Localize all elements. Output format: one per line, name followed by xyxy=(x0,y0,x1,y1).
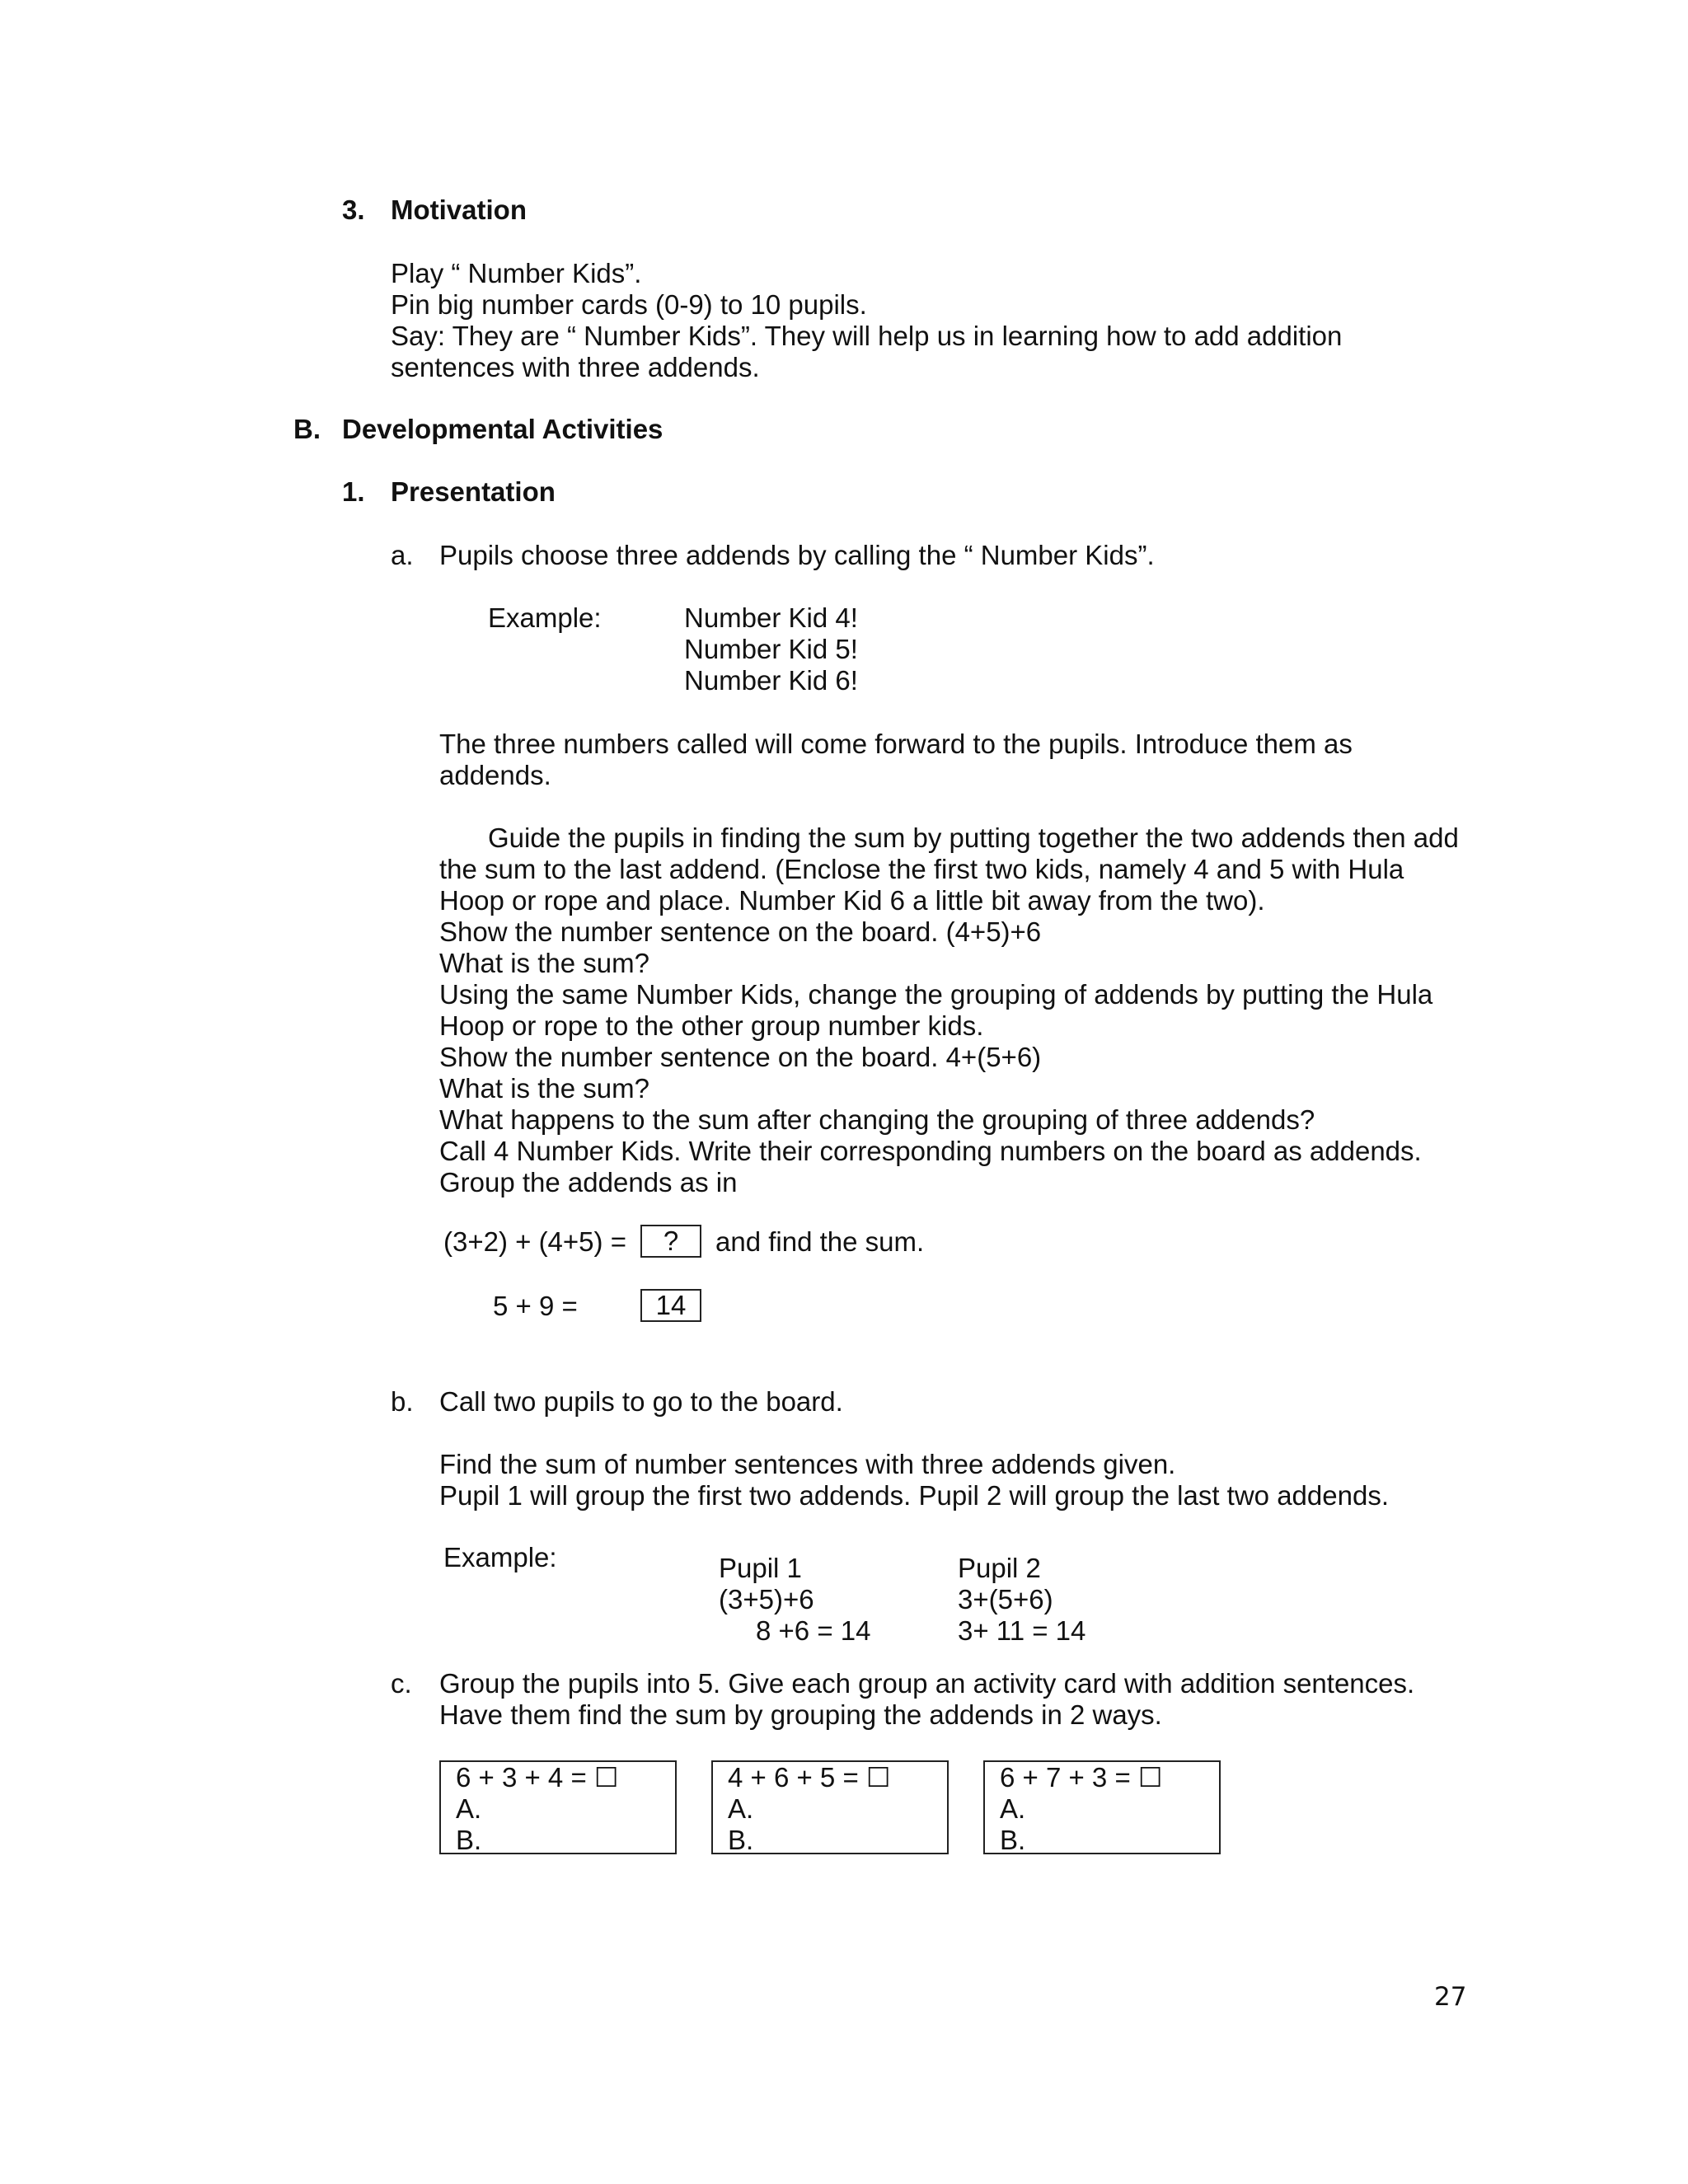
item-a-paragraph-2 xyxy=(439,823,1459,1198)
motivation-number: 3. xyxy=(342,194,365,225)
equation-1-answer-box: ? xyxy=(640,1225,701,1258)
pupil-1-line: (3+5)+6 xyxy=(719,1584,814,1615)
activity-card-equation: 6 + 3 + 4 = ☐ xyxy=(456,1762,619,1793)
motivation-heading: Motivation xyxy=(391,194,527,225)
paragraph-line: Hoop or rope and place. Number Kid 6 a little bit away from the two). xyxy=(439,885,1265,916)
activity-card-a: A. xyxy=(728,1793,754,1824)
item-a-example-label: Example: xyxy=(488,602,602,633)
equation-1-left: (3+2) + (4+5) = xyxy=(443,1226,626,1257)
activity-card xyxy=(983,1760,1221,1854)
motivation-line: Play “ Number Kids”. xyxy=(391,258,642,288)
pupil-1-line: Pupil 1 xyxy=(719,1553,802,1583)
item-b-paragraph xyxy=(439,1449,1389,1511)
paragraph-line: Group the addends as in xyxy=(439,1167,738,1197)
pupil-2-line: Pupil 2 xyxy=(958,1553,1041,1583)
presentation-heading: Presentation xyxy=(391,476,556,507)
example-number-kid: Number Kid 5! xyxy=(684,634,858,664)
paragraph-line: Guide the pupils in finding the sum by putting together the two addends then add xyxy=(488,823,1459,853)
paragraph-line: Group the pupils into 5. Give each group an activity card with addition sentences. xyxy=(439,1668,1415,1699)
motivation-line: Say: They are “ Number Kids”. They will help us in learning how to add addition xyxy=(391,321,1343,351)
paragraph-line: Have them find the sum by grouping the addends in 2 ways. xyxy=(439,1699,1162,1730)
paragraph-line: addends. xyxy=(439,760,551,790)
example-number-kid: Number Kid 4! xyxy=(684,602,858,633)
activity-card-b: B. xyxy=(728,1825,754,1855)
activity-card-a: A. xyxy=(456,1793,482,1824)
pupil-2-column xyxy=(958,1553,1085,1647)
item-a-text: Pupils choose three addends by calling the “ Number Kids”. xyxy=(439,540,1155,570)
paragraph-line: Using the same Number Kids, change the grouping of addends by putting the Hula xyxy=(439,979,1433,1010)
pupil-1-line: 8 +6 = 14 xyxy=(756,1615,871,1646)
activity-card-b: B. xyxy=(1000,1825,1026,1855)
item-a-paragraph-1 xyxy=(439,729,1353,791)
section-b-letter: B. xyxy=(293,414,321,444)
motivation-body xyxy=(391,258,1342,383)
item-b-text: Call two pupils to go to the board. xyxy=(439,1386,843,1417)
equation-1-right: and find the sum. xyxy=(715,1226,925,1257)
paragraph-line: What happens to the sum after changing the grouping of three addends? xyxy=(439,1104,1315,1135)
paragraph-line: Show the number sentence on the board. 4+(5+6) xyxy=(439,1042,1042,1072)
paragraph-line: The three numbers called will come forward to the pupils. Introduce them as xyxy=(439,729,1353,759)
presentation-number: 1. xyxy=(342,476,365,507)
item-b-example-label: Example: xyxy=(443,1542,557,1572)
item-a-letter: a. xyxy=(391,540,414,570)
item-b-letter: b. xyxy=(391,1386,414,1417)
pupil-2-line: 3+(5+6) xyxy=(958,1584,1053,1615)
paragraph-line: Call 4 Number Kids. Write their corresponding numbers on the board as addends. xyxy=(439,1136,1422,1166)
activity-card-b: B. xyxy=(456,1825,482,1855)
paragraph-line: the sum to the last addend. (Enclose the first two kids, namely 4 and 5 with Hula xyxy=(439,854,1404,884)
motivation-line: Pin big number cards (0-9) to 10 pupils. xyxy=(391,289,867,320)
pupil-2-line: 3+ 11 = 14 xyxy=(958,1615,1086,1646)
paragraph-line: Show the number sentence on the board. (4+5)+6 xyxy=(439,916,1042,947)
page-number: 27 xyxy=(1434,1982,1467,2012)
paragraph-line: Find the sum of number sentences with three addends given. xyxy=(439,1449,1176,1479)
paragraph-line: What is the sum? xyxy=(439,1073,649,1104)
item-a-example-list xyxy=(684,602,858,696)
activity-card-a: A. xyxy=(1000,1793,1026,1824)
section-b-heading: Developmental Activities xyxy=(342,414,663,444)
pupil-1-column xyxy=(719,1553,870,1647)
activity-card-equation: 4 + 6 + 5 = ☐ xyxy=(728,1762,891,1793)
item-c-letter: c. xyxy=(391,1668,412,1699)
activity-card xyxy=(711,1760,949,1854)
motivation-line: sentences with three addends. xyxy=(391,352,760,382)
example-number-kid: Number Kid 6! xyxy=(684,665,858,696)
equation-2-left: 5 + 9 = xyxy=(493,1291,578,1321)
paragraph-line: What is the sum? xyxy=(439,948,649,978)
equation-2-answer-box: 14 xyxy=(640,1289,701,1322)
activity-card-equation: 6 + 7 + 3 = ☐ xyxy=(1000,1762,1163,1793)
activity-card xyxy=(439,1760,677,1854)
paragraph-line: Hoop or rope to the other group number kids. xyxy=(439,1010,984,1041)
paragraph-line: Pupil 1 will group the first two addends. Pupil 2 will group the last two addends. xyxy=(439,1480,1389,1511)
item-c-text xyxy=(439,1668,1414,1731)
